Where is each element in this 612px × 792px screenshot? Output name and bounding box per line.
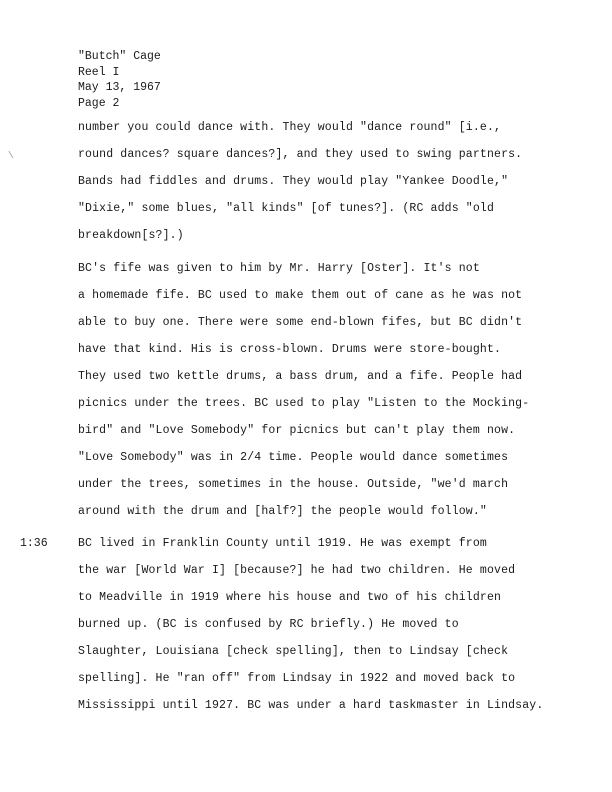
- transcript-line: under the trees, sometimes in the house. Outside, "we'd march: [78, 478, 509, 491]
- transcript-line: BC lived in Franklin County until 1919. He was exempt from: [78, 537, 487, 550]
- transcript-line: around with the drum and [half?] the people would follow.": [78, 505, 487, 518]
- transcript-line: the war [World War I] [because?] he had two children. He moved: [78, 564, 516, 577]
- header-reel: Reel I: [78, 65, 120, 79]
- transcript-line: breakdown[s?].): [78, 229, 184, 242]
- transcript-line: spelling]. He "ran off" from Lindsay in 1922 and moved back to: [78, 672, 516, 685]
- header-name: "Butch" Cage: [78, 50, 161, 63]
- transcript-line: "Love Somebody" was in 2/4 time. People would dance sometimes: [78, 451, 509, 464]
- transcript-line: number you could dance with. They would "dance round" [i.e.,: [78, 121, 502, 134]
- transcript-line: Bands had fiddles and drums. They would play "Yankee Doodle,": [78, 175, 509, 188]
- transcript-line: "Dixie," some blues, "all kinds" [of tunes?]. (RC adds "old: [78, 202, 495, 215]
- transcript-line: Mississippi until 1927. BC was under a hard taskmaster in Lindsay.: [78, 699, 544, 712]
- transcript-line: a homemade fife. BC used to make them out of cane as he was not: [78, 289, 523, 302]
- transcript-line: picnics under the trees. BC used to play "Listen to the Mocking-: [78, 397, 530, 410]
- transcript-line: burned up. (BC is confused by RC briefly.) He moved to: [78, 618, 459, 631]
- transcript-line: Slaughter, Louisiana [check spelling], then to Lindsay [check: [78, 645, 509, 658]
- transcript-line: They used two kettle drums, a bass drum, and a fife. People had: [78, 370, 523, 383]
- timecode-marker: 1:36: [20, 537, 48, 550]
- page-header: [78, 49, 161, 111]
- transcript-line: bird" and "Love Somebody" for picnics but can't play them now.: [78, 424, 516, 437]
- transcript-line: round dances? square dances?], and they used to swing partners.: [78, 148, 523, 161]
- header-page: Page 2: [78, 96, 120, 110]
- transcript-line: able to buy one. There were some end-blown fifes, but BC didn't: [78, 316, 523, 329]
- scan-mark: [8, 148, 18, 158]
- transcript-line: have that kind. His is cross-blown. Drums were store-bought.: [78, 343, 502, 356]
- transcript-line: BC's fife was given to him by Mr. Harry [Oster]. It's not: [78, 262, 480, 275]
- transcript-line: to Meadville in 1919 where his house and two of his children: [78, 591, 502, 604]
- header-date: May 13, 1967: [78, 81, 161, 95]
